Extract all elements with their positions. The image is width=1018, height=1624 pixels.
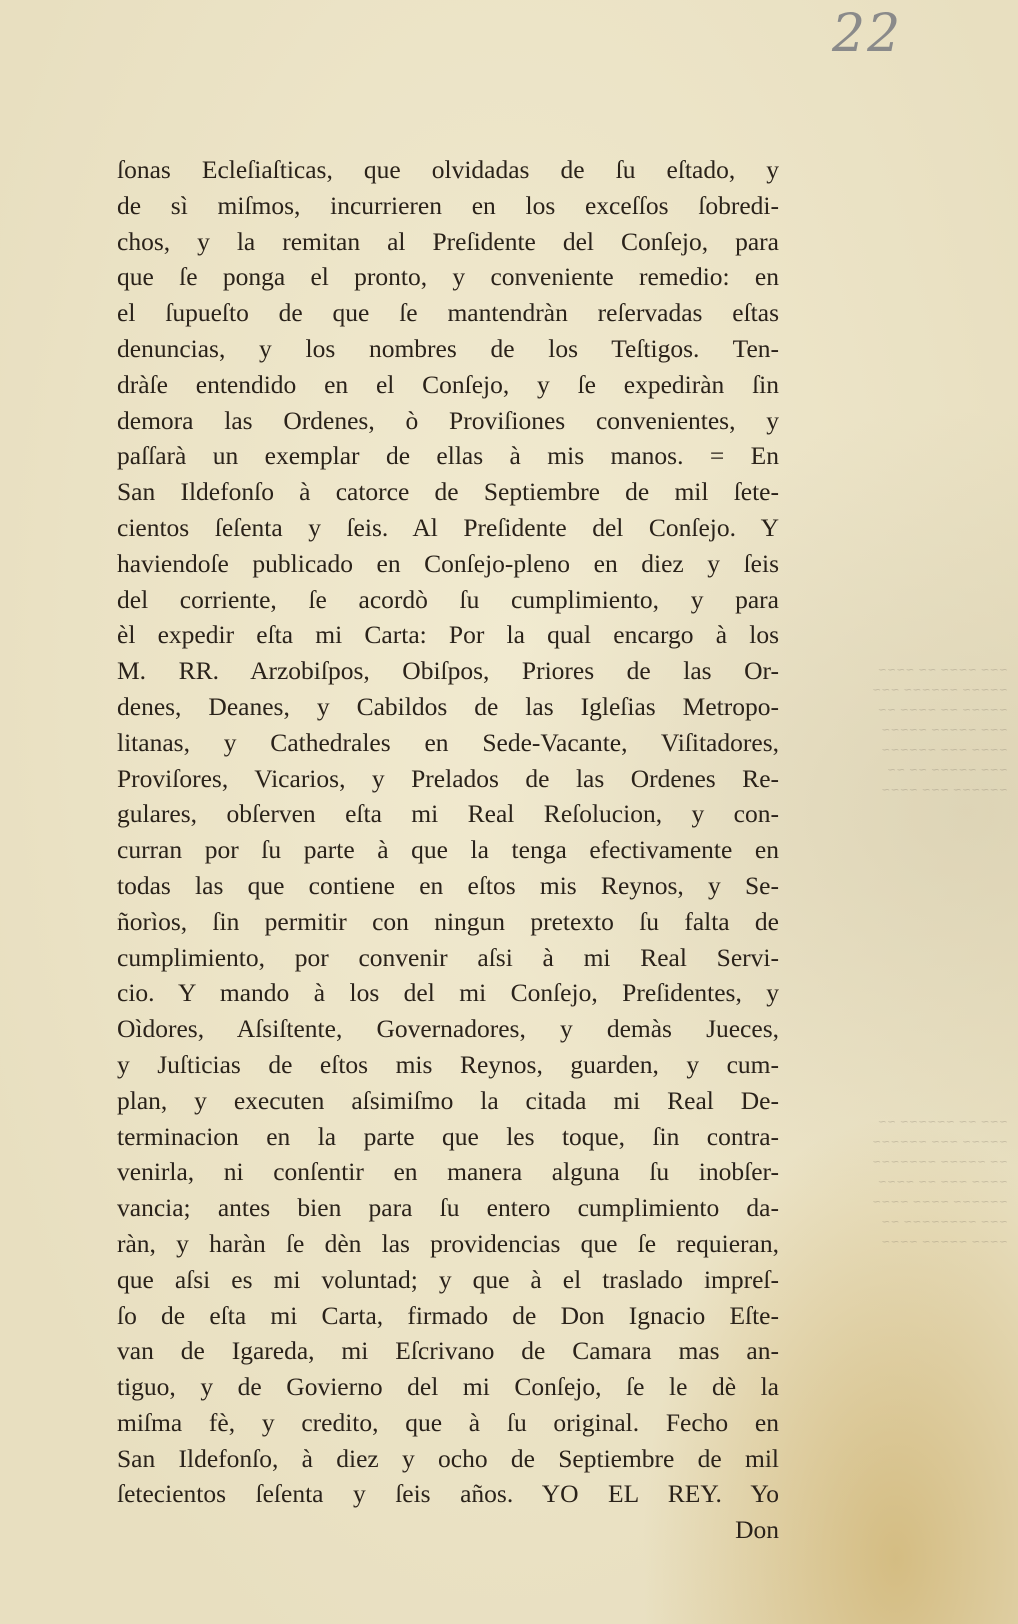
text-line: dràſe entendido en el Conſejo, y ſe expediràn ſin	[117, 369, 779, 399]
text-line: ſo de eſta mi Carta, firmado de Don Ignacio Eſte-	[117, 1300, 779, 1330]
text-line: que ſe ponga el pronto, y conveniente remedio: en	[117, 262, 779, 292]
text-line: venirla, ni conſentir en manera alguna ſu inobſer-	[117, 1157, 779, 1187]
text-line: Proviſores, Vicarios, y Prelados de las Ordenes Re-	[117, 763, 779, 793]
text-line: cumplimiento, por convenir aſsi à mi Real Servi-	[117, 942, 779, 972]
text-line: haviendoſe publicado en Conſejo-pleno en diez y ſeis	[117, 548, 779, 578]
text-line: cientos ſeſenta y ſeis. Al Preſidente del Conſejo. Y	[117, 512, 779, 542]
text-line: del corriente, ſe acordò ſu cumplimiento, y para	[117, 584, 779, 614]
text-line: denuncias, y los nombres de los Teſtigos. Ten-	[117, 333, 779, 363]
text-line: que aſsi es mi voluntad; y que à el traslado impreſ-	[117, 1264, 779, 1294]
text-line: gulares, obſerven eſta mi Real Reſolucion, y con-	[117, 799, 779, 829]
text-line: chos, y la remitan al Preſidente del Conſejo, para	[117, 226, 779, 256]
bleed-through-text-upper: ~~~ ~~~~ ~~ ~~~~ ~~~~~ ~~~~~~ ~~~ ~~~~~ ~~ ~~~~ ~~ ~~~ ~~~~~ ~~~~~ ~~~~ ~~~ ~~~~~~ ~~~ ~~~~~ ~~ ~~ ~~~~~~ ~~~ ~~~~	[871, 663, 1008, 796]
text-line: todas las que contiene en eſtos mis Reynos, y Se-	[117, 870, 779, 900]
text-line: ràn, y haràn ſe dèn las providencias que ſe requieran,	[117, 1228, 779, 1258]
text-line: Don	[735, 1515, 779, 1545]
text-line: ſetecientos ſeſenta y ſeis años. YO EL REY. Yo	[117, 1479, 779, 1509]
text-line: plan, y executen aſsimiſmo la citada mi Real De-	[117, 1085, 779, 1115]
text-line: demora las Ordenes, ò Proviſiones convenientes, y	[117, 405, 779, 435]
text-line: el ſupueſto de que ſe mantendràn reſervadas eſtas	[117, 298, 779, 328]
bleed-through-text-lower: ~~~ ~~ ~~~~~~ ~~ ~~~~~ ~~~ ~~~~~~ ~~ ~~~~~ ~~~~~~~ ~~~~ ~~~ ~~ ~~~~ ~~~~~~ ~~~~ ~~~~ ~~~ ~~~~~~~~ ~~ ~~~~ ~~~~~ ~~~~	[871, 1115, 1008, 1248]
text-line: miſma fè, y credito, que à ſu original. Fecho en	[117, 1407, 779, 1437]
text-line: paſſarà un exemplar de ellas à mis manos. = En	[117, 441, 779, 471]
text-line: èl expedir eſta mi Carta: Por la qual encargo à los	[117, 620, 779, 650]
text-line: van de Igareda, mi Eſcrivano de Camara mas an-	[117, 1336, 779, 1366]
text-line: vancia; antes bien para ſu entero cumplimiento da-	[117, 1193, 779, 1223]
text-line: de sì miſmos, incurrieren en los exceſſos ſobredi-	[117, 190, 779, 220]
text-line: San Ildefonſo, à diez y ocho de Septiembre de mil	[117, 1443, 779, 1473]
text-line: litanas, y Cathedrales en Sede-Vacante, Viſitadores,	[117, 727, 779, 757]
text-line: San Ildefonſo à catorce de Septiembre de mil ſete-	[117, 477, 779, 507]
text-line: Oìdores, Aſsiſtente, Governadores, y demàs Jueces,	[117, 1014, 779, 1044]
text-line: y Juſticias de eſtos mis Reynos, guarden, y cum-	[117, 1049, 779, 1079]
document-body	[117, 152, 779, 1548]
text-line: tiguo, y de Govierno del mi Conſejo, ſe le dè la	[117, 1372, 779, 1402]
page-number: 22	[832, 4, 903, 64]
text-line: curran por ſu parte à que la tenga efectivamente en	[117, 835, 779, 865]
text-line: cio. Y mando à los del mi Conſejo, Preſidentes, y	[117, 978, 779, 1008]
text-line: ſonas Ecleſiaſticas, que olvidadas de ſu eſtado, y	[117, 155, 779, 184]
text-line: M. RR. Arzobiſpos, Obiſpos, Priores de las Or-	[117, 656, 779, 686]
text-line: terminacion en la parte que les toque, ſin contra-	[117, 1121, 779, 1151]
text-line: ñorìos, ſin permitir con ningun pretexto ſu falta de	[117, 906, 779, 936]
text-line: denes, Deanes, y Cabildos de las Igleſias Metropo-	[117, 691, 779, 721]
